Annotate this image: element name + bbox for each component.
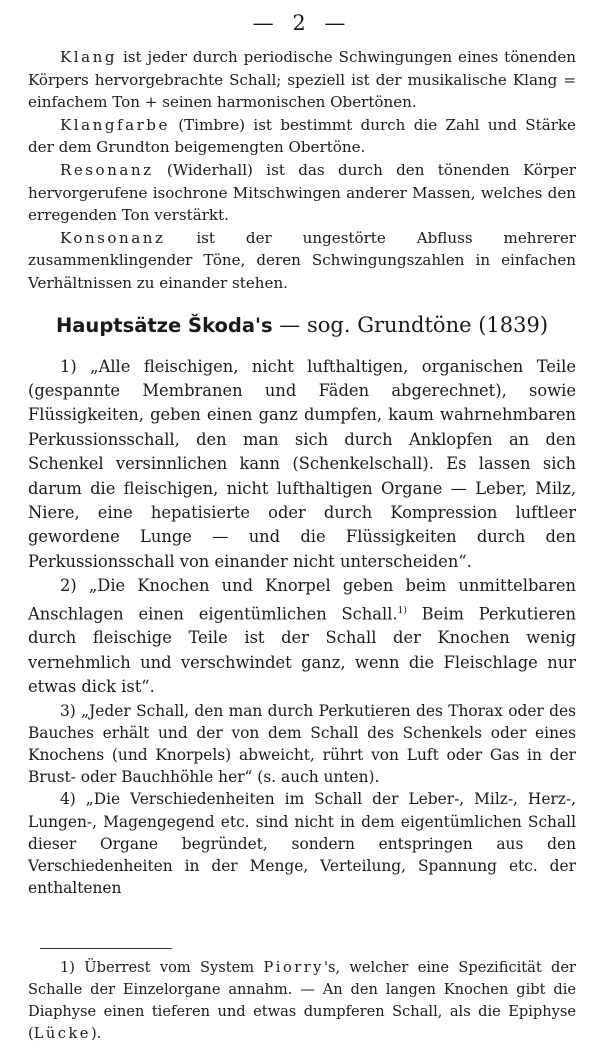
definition-text: ist jeder durch periodische Schwingungen eines tönenden Körpers hervorgebrachte Schall; speziell ist der musikalische Klang = einfachem Ton + seinen harmonischen Obertönen. [28,48,576,112]
definition-text: ist der ungestörte Abfluss mehrerer zusammenklingender Töne, deren Schwingungszahlen in einfachen Verhältnissen zu einander stehen. [28,228,576,292]
term-resonanz: Resonanz [60,160,154,179]
term-klangfarbe: Klangfarbe [60,115,170,134]
footnote-section [28,957,576,1044]
definition-text: (Timbre) ist bestimmt durch die Zahl und Stärke der dem Grundton beigemengten Obertöne. [28,115,576,157]
footnote-divider [40,948,172,949]
thesis-2-text-cont: Beim Perkutieren durch fleischige Teile ist der Schall der Knochen wenig vernehmlich und verschwindet ganz, wenn die Fleischlage nur etwas dick ist“. [28,604,576,697]
footnote-name-piorry: Piorry [263,959,324,977]
definition-klangfarbe [28,114,576,159]
thesis-2-text: 2) „Die Knochen und Knorpel geben beim unmittelbaren Anschlagen einen eigentümlichen Schall. [28,576,576,624]
thesis-3: 3) „Jeder Schall, den man durch Perkutieren des Thorax oder des Bauches erhält und der von dem Schall des Schenkels oder eines Knochens (und Knorpels) abweicht, rührt von Luft oder Gas in der Brust- oder Bauchhöhle her“ (s. auch unten). [28,701,576,787]
heading-rest: — sog. Grundtöne (1839) [272,312,549,337]
footnote-text-end: ). [90,1024,102,1042]
definitions-section [28,46,576,295]
thesis-1: 1) „Alle fleischigen, nicht lufthaltigen, organischen Teile (gespannte Membranen und Fäden abgerechnet), sowie Flüssigkeiten, geben einen ganz dumpfen, kaum wahrnehmbaren Perkussionsschall, den man sich durch Anklopfen an den Schenkel versinnlichen kann (Schenkelschall). Es lassen sich darum die fleischigen, nicht lufthaltigen Organe — Leber, Milz, Niere, eine hepatisierte oder durch Kompression luftleer gewordene Lunge — und die Flüssigkeiten durch den Perkussionsschall von einander nicht unterscheiden“. [28,356,576,571]
definition-resonanz [28,159,576,227]
section-heading [28,312,576,339]
heading-bold: Hauptsätze Škoda's [55,313,273,337]
theses-section [28,355,576,900]
footnote-marker: 1) [397,605,407,616]
footnote-name-luecke: Lücke [33,1024,91,1042]
term-klang: Klang [60,48,117,66]
footnote-1 [28,957,576,1044]
definition-text: (Widerhall) ist das durch den tönenden Körper hervorgerufene isochrone Mitschwingen anderer Massen, welches den erregenden Ton verstärkt. [28,160,576,225]
definition-klang [28,46,576,114]
footnote-text-cont: 's, welcher eine Spezificität der Schalle der Einzelorgane annahm. — An den langen Knochen gibt die Diaphyse einen tieferen und etwas dumpferen Schall, als die Epiphyse ( [28,959,576,1042]
thesis-2 [28,574,576,699]
term-konsonanz: Konsonanz [60,228,166,247]
footnote-text: 1) Überrest vom System [60,959,264,977]
definition-konsonanz [28,227,576,295]
thesis-4: 4) „Die Verschiedenheiten im Schall der Leber-, Milz-, Herz-, Lungen-, Magengegend etc. sind nicht in dem eigentümlichen Schall dieser Organe begründet, sondern entspringen aus den Verschiedenheiten in der Menge, Verteilung, Spannung etc. der enthaltenen [28,790,576,898]
page-number: — 2 — [252,11,352,35]
